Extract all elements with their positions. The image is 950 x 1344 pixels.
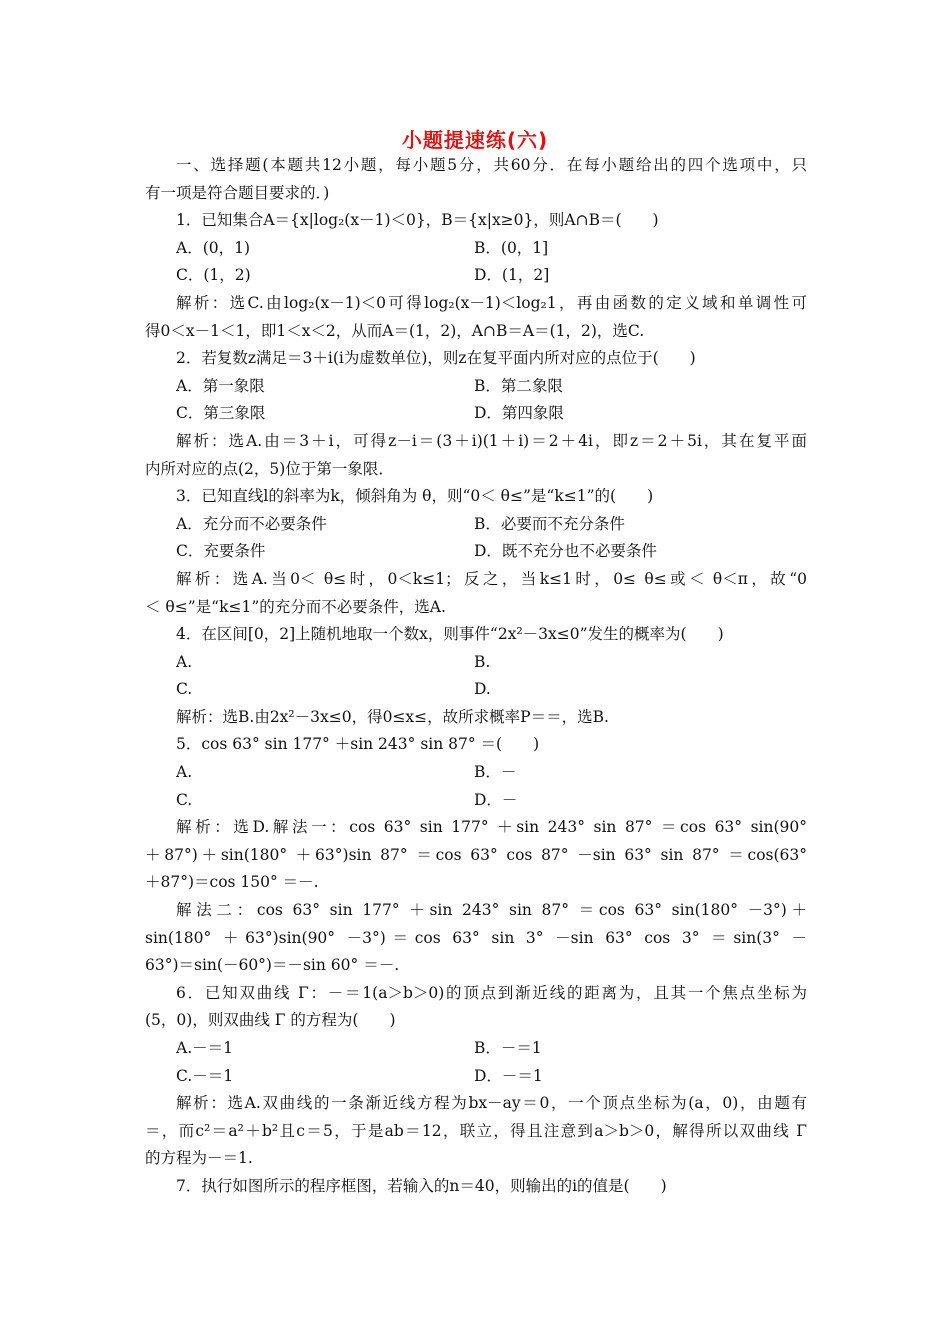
- text-line: ＝，而c²＝a²＋b²且c＝5，于是ab＝12，联立，得且注意到a＞b＞0，解得所以双曲线 Γ: [145, 1121, 807, 1140]
- text-line: 解析：选A.双曲线的一条渐近线方程为bx－ay＝0，一个顶点坐标为(a，0)，由题有: [176, 1094, 807, 1113]
- option-right: D．－: [474, 790, 518, 809]
- text-line: ＜ θ≤”是“k≤1”的充分而不必要条件，选A.: [145, 597, 446, 616]
- option-left: A.－＝1: [176, 1039, 233, 1057]
- text-line: 解析：选B.由2x²－3x≤0，得0≤x≤，故所求概率P＝＝，选B.: [176, 707, 609, 726]
- text-line: 解析：选A.由＝3＋i，可得z－i＝(3＋i)(1＋i)＝2＋4i，即z＝2＋5i，其在复平面: [176, 431, 807, 450]
- option-row: [145, 787, 807, 815]
- option-right: D．第四象限: [474, 404, 564, 423]
- option-right: B．－＝1: [474, 1039, 542, 1057]
- option-left: C．(1，2): [176, 266, 251, 285]
- option-left: C.: [176, 790, 193, 809]
- option-row: [145, 1063, 807, 1091]
- option-row: [145, 262, 807, 290]
- option-right: B．－: [474, 763, 517, 782]
- option-right: D．既不充分也不必要条件: [474, 542, 657, 561]
- option-right: B.: [474, 652, 491, 671]
- option-row: [145, 511, 807, 539]
- text-line: 4．在区间[0，2]上随机地取一个数x，则事件“2x²－3x≤0”发生的概率为( ): [176, 625, 724, 644]
- option-row: [145, 649, 807, 677]
- option-left: C．第三象限: [176, 404, 266, 423]
- text-line: (5，0)，则双曲线 Γ 的方程为( ): [145, 1011, 396, 1030]
- text-line: 7．执行如图所示的程序框图，若输入的n＝40，则输出的i的值是( ): [176, 1176, 667, 1195]
- option-right: B．必要而不充分条件: [474, 514, 625, 533]
- option-right: D．－＝1: [474, 1066, 543, 1085]
- text-line: 内所对应的点(2，5)位于第一象限．: [145, 459, 394, 478]
- text-line: 的方程为－＝1.: [145, 1149, 253, 1168]
- option-left: A.: [176, 763, 193, 782]
- text-line: 解析：选D.解法一：cos 63° sin 177° ＋sin 243° sin 87° ＝cos 63° sin(90°: [176, 818, 807, 837]
- text-line: 一、选择题(本题共12小题，每小题5分，共60分．在每小题给出的四个选项中，只: [176, 156, 807, 174]
- option-row: [145, 538, 807, 566]
- page-title: 小题提速练(六): [401, 128, 549, 152]
- text-line: ＋87°)＝cos 150° ＝－.: [145, 873, 319, 892]
- document-body: [145, 152, 807, 1201]
- option-row: [145, 373, 807, 401]
- text-line: 解析：选C.由log₂(x－1)＜0可得log₂(x－1)＜log₂1，再由函数的定义域和单调性可: [176, 293, 807, 312]
- option-left: A．充分而不必要条件: [176, 514, 327, 533]
- option-left: A．第一象限: [176, 376, 265, 395]
- option-left: A.: [176, 652, 193, 671]
- option-right: D．(1，2]: [474, 266, 550, 285]
- option-row: [145, 400, 807, 428]
- text-line: 有一项是符合题目要求的．): [145, 183, 330, 202]
- text-line: 5．cos 63° sin 177° ＋sin 243° sin 87° ＝( ): [176, 735, 540, 754]
- option-right: B．第二象限: [474, 376, 563, 395]
- text-line: 2．若复数z满足＝3＋i(i为虚数单位)，则z在复平面内所对应的点位于( ): [176, 349, 696, 368]
- option-left: C.－＝1: [176, 1066, 234, 1085]
- text-line: 解法二：cos 63° sin 177° ＋sin 243° sin 87° ＝cos 63° sin(180° －3°)＋: [176, 901, 807, 920]
- option-row: [145, 759, 807, 787]
- text-line: 6．已知双曲线 Γ：－＝1(a＞b＞0)的顶点到渐近线的距离为，且其一个焦点坐标为: [176, 983, 807, 1002]
- option-row: [145, 676, 807, 704]
- text-line: 63°)＝sin(－60°)＝－sin 60° ＝－.: [145, 956, 400, 975]
- option-left: C．充要条件: [176, 542, 266, 561]
- option-right: B．(0，1]: [474, 238, 549, 257]
- option-row: [145, 235, 807, 263]
- text-line: 3．已知直线l的斜率为k，倾斜角为 θ，则“0＜ θ≤”是“k≤1”的( ): [176, 487, 654, 506]
- text-line: sin(180° ＋63°)sin(90° －3°)＝cos 63° sin 3° －sin 63° cos 3° ＝sin(3° －: [145, 928, 807, 947]
- text-line: 1．已知集合A＝{x|log₂(x－1)＜0}，B＝{x|x≥0}，则A∩B＝( ): [176, 211, 659, 230]
- text-line: 得0＜x－1＜1，即1＜x＜2，从而A＝(1，2)，A∩B＝A＝(1，2)，选C.: [145, 321, 645, 340]
- option-right: D.: [474, 680, 491, 699]
- text-line: 解析：选A.当0＜ θ≤时，0＜k≤1；反之，当k≤1时，0≤ θ≤或＜ θ＜π，故“0: [176, 569, 807, 588]
- option-left: A．(0，1): [176, 238, 251, 257]
- option-left: C.: [176, 680, 193, 699]
- option-row: [145, 1035, 807, 1063]
- text-line: ＋87°)＋sin(180° ＋63°)sin 87° ＝cos 63° cos 87° －sin 63° sin 87° ＝cos(63°: [145, 845, 807, 864]
